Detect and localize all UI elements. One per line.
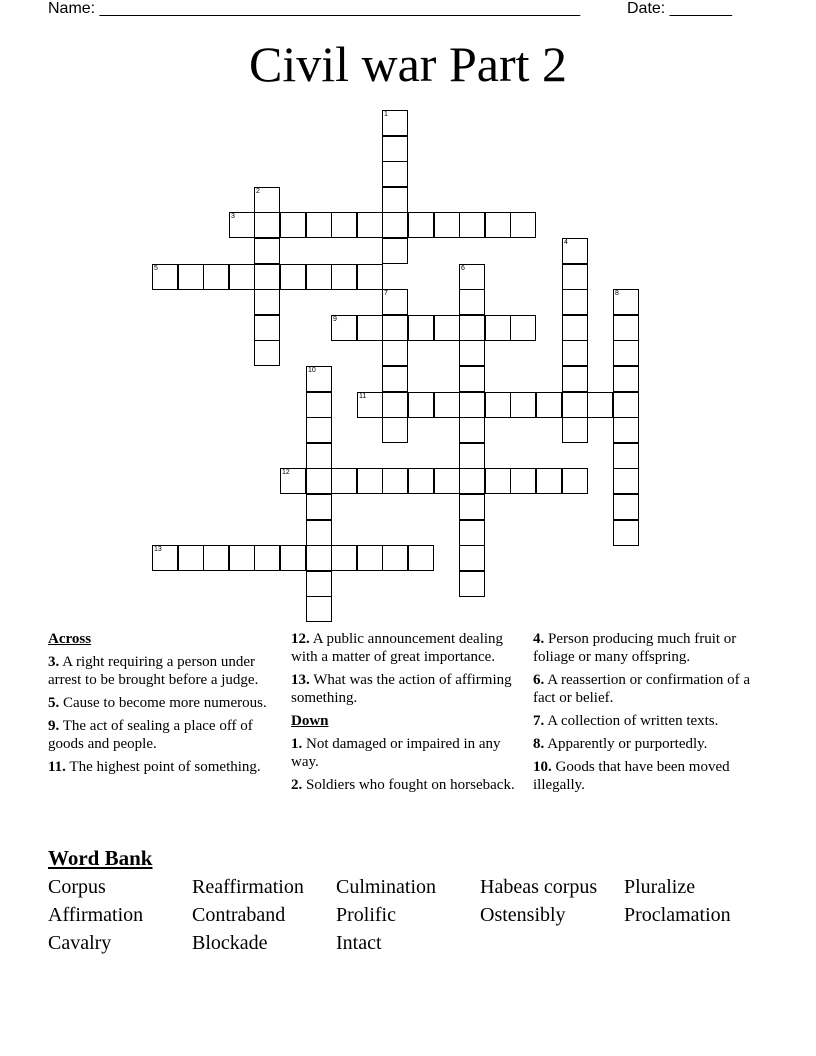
clue-number: 13 [154, 546, 162, 553]
word-bank-item: Cavalry [48, 932, 112, 954]
crossword-cell[interactable] [306, 571, 332, 597]
crossword-cell[interactable] [408, 392, 434, 418]
crossword-cell[interactable] [485, 212, 511, 238]
crossword-cell[interactable] [331, 468, 357, 494]
crossword-cell[interactable] [254, 187, 280, 213]
crossword-cell[interactable] [613, 520, 639, 546]
crossword-cell[interactable] [331, 212, 357, 238]
crossword-cell[interactable] [357, 392, 383, 418]
crossword-cell[interactable] [382, 392, 408, 418]
crossword-cell[interactable] [178, 264, 204, 290]
crossword-cell[interactable] [280, 545, 306, 571]
crossword-cell[interactable] [306, 468, 332, 494]
crossword-cell[interactable] [306, 366, 332, 392]
word-bank-item: Contraband [192, 904, 286, 926]
clue-number: 4 [564, 239, 568, 246]
crossword-cell[interactable] [459, 392, 485, 418]
crossword-cell[interactable] [152, 264, 178, 290]
word-bank-item: Culmination [336, 876, 436, 898]
crossword-cell[interactable] [459, 520, 485, 546]
crossword-cell[interactable] [434, 392, 460, 418]
word-bank-item: Prolific [336, 904, 396, 926]
clue-number: 6 [461, 265, 465, 272]
crossword-cell[interactable] [562, 315, 588, 341]
crossword-cell[interactable] [562, 340, 588, 366]
crossword-cell[interactable] [613, 468, 639, 494]
crossword-cell[interactable] [357, 468, 383, 494]
crossword-cell[interactable] [613, 315, 639, 341]
crossword-cell[interactable] [536, 392, 562, 418]
clue-across-5: 5. Cause to become more numerous. [48, 695, 267, 711]
crossword-cell[interactable] [459, 340, 485, 366]
crossword-cell[interactable] [229, 545, 255, 571]
crossword-cell[interactable] [459, 545, 485, 571]
word-bank-item: Ostensibly [480, 904, 566, 926]
crossword-cell[interactable] [434, 468, 460, 494]
crossword-cell[interactable] [254, 289, 280, 315]
crossword-cell[interactable] [459, 212, 485, 238]
date-field-label[interactable]: Date: _______ [627, 0, 732, 17]
crossword-cell[interactable] [306, 520, 332, 546]
crossword-cell[interactable] [562, 366, 588, 392]
word-bank-item: Blockade [192, 932, 268, 954]
crossword-cell[interactable] [382, 366, 408, 392]
clue-number: 1 [384, 111, 388, 118]
crossword-cell[interactable] [280, 468, 306, 494]
crossword-cell[interactable] [459, 315, 485, 341]
clue-down-10: 10. Goods that have been moved illegally. [533, 759, 730, 793]
crossword-cell[interactable] [408, 212, 434, 238]
word-bank-item: Intact [336, 932, 382, 954]
clue-number: 10 [308, 367, 316, 374]
crossword-cell[interactable] [382, 238, 408, 264]
name-field-label[interactable]: Name: ______________________________________________________ [48, 0, 581, 17]
word-bank-item: Habeas corpus [480, 876, 598, 898]
clue-number: 11 [359, 393, 367, 400]
crossword-cell[interactable] [357, 315, 383, 341]
crossword-cell[interactable] [229, 212, 255, 238]
crossword-cell[interactable] [306, 212, 332, 238]
word-bank-item: Proclamation [624, 904, 731, 926]
crossword-cell[interactable] [382, 110, 408, 136]
clue-across-11: 11. The highest point of something. [48, 759, 261, 775]
crossword-cell[interactable] [434, 315, 460, 341]
clue-number: 5 [154, 265, 158, 272]
clue-across-9: 9. The act of sealing a place off of goods and people. [48, 718, 253, 752]
crossword-cell[interactable] [459, 443, 485, 469]
clue-number: 3 [231, 213, 235, 220]
crossword-cell[interactable] [536, 468, 562, 494]
clue-number: 2 [256, 188, 260, 195]
crossword-cell[interactable] [382, 545, 408, 571]
crossword-cell[interactable] [280, 212, 306, 238]
crossword-cell[interactable] [203, 545, 229, 571]
crossword-cell[interactable] [254, 545, 280, 571]
crossword-cell[interactable] [459, 494, 485, 520]
crossword-cell[interactable] [229, 264, 255, 290]
crossword-cell[interactable] [587, 392, 613, 418]
crossword-cell[interactable] [382, 340, 408, 366]
crossword-cell[interactable] [613, 392, 639, 418]
crossword-cell[interactable] [613, 443, 639, 469]
crossword-cell[interactable] [562, 264, 588, 290]
crossword-cell[interactable] [408, 315, 434, 341]
crossword-cell[interactable] [331, 545, 357, 571]
crossword-cell[interactable] [485, 315, 511, 341]
crossword-cell[interactable] [280, 264, 306, 290]
crossword-cell[interactable] [306, 545, 332, 571]
clues-column-2 [291, 630, 515, 799]
crossword-cell[interactable] [613, 366, 639, 392]
crossword-cell[interactable] [254, 264, 280, 290]
clue-number: 9 [333, 316, 337, 323]
crossword-cell[interactable] [510, 315, 536, 341]
crossword-cell[interactable] [382, 417, 408, 443]
crossword-cell[interactable] [306, 264, 332, 290]
crossword-cell[interactable] [382, 161, 408, 187]
across-heading: Across [48, 631, 92, 647]
crossword-cell[interactable] [485, 468, 511, 494]
crossword-cell[interactable] [254, 238, 280, 264]
crossword-cell[interactable] [306, 596, 332, 622]
crossword-cell[interactable] [408, 468, 434, 494]
crossword-cell[interactable] [178, 545, 204, 571]
crossword-cell[interactable] [613, 417, 639, 443]
word-bank-item: Reaffirmation [192, 876, 304, 898]
down-heading: Down [291, 713, 329, 729]
clue-across-3: 3. A right requiring a person under arrest to be brought before a judge. [48, 654, 259, 688]
crossword-cell[interactable] [382, 468, 408, 494]
clue-down-4: 4. Person producing much fruit or foliage or many offspring. [533, 631, 737, 665]
clue-number: 7 [384, 290, 388, 297]
crossword-cell[interactable] [459, 264, 485, 290]
crossword-cell[interactable] [331, 315, 357, 341]
crossword-cell[interactable] [510, 212, 536, 238]
crossword-cell[interactable] [434, 212, 460, 238]
crossword-cell[interactable] [459, 417, 485, 443]
crossword-cell[interactable] [562, 468, 588, 494]
clue-number: 12 [282, 469, 290, 476]
crossword-cell[interactable] [382, 136, 408, 162]
crossword-cell[interactable] [203, 264, 229, 290]
clue-down-8: 8. Apparently or purportedly. [533, 736, 708, 752]
word-bank-heading: Word Bank [48, 846, 153, 870]
clue-down-1: 1. Not damaged or impaired in any way. [291, 736, 501, 770]
crossword-cell[interactable] [459, 366, 485, 392]
crossword-cell[interactable] [613, 289, 639, 315]
clues-column-1 [48, 630, 272, 781]
word-bank-item: Pluralize [624, 876, 696, 898]
clues-column-3 [533, 630, 757, 799]
crossword-cell[interactable] [562, 392, 588, 418]
crossword-cell[interactable] [331, 264, 357, 290]
clue-number: 8 [615, 290, 619, 297]
clue-down-7: 7. A collection of written texts. [533, 713, 719, 729]
crossword-cell[interactable] [562, 289, 588, 315]
crossword-cell[interactable] [613, 340, 639, 366]
crossword-cell[interactable] [459, 468, 485, 494]
clue-down-6: 6. A reassertion or confirmation of a fact or belief. [533, 672, 751, 706]
word-bank-item: Corpus [48, 876, 106, 898]
crossword-cell[interactable] [254, 212, 280, 238]
page-title: Civil war Part 2 [248, 36, 568, 92]
crossword-cell[interactable] [485, 392, 511, 418]
crossword-cell[interactable] [459, 571, 485, 597]
clue-down-2: 2. Soldiers who fought on horseback. [291, 777, 515, 793]
crossword-cell[interactable] [382, 315, 408, 341]
crossword-cell[interactable] [306, 417, 332, 443]
crossword-cell[interactable] [408, 545, 434, 571]
word-bank-item: Affirmation [48, 904, 144, 926]
crossword-cell[interactable] [510, 392, 536, 418]
crossword-cell[interactable] [357, 264, 383, 290]
crossword-cell[interactable] [306, 392, 332, 418]
crossword-cell[interactable] [510, 468, 536, 494]
clue-across-12: 12. A public announcement dealing with a matter of great importance. [291, 631, 504, 665]
crossword-cell[interactable] [254, 315, 280, 341]
crossword-cell[interactable] [152, 545, 178, 571]
crossword-cell[interactable] [306, 494, 332, 520]
crossword-cell[interactable] [562, 238, 588, 264]
crossword-cell[interactable] [382, 187, 408, 213]
crossword-cell[interactable] [382, 289, 408, 315]
crossword-cell[interactable] [562, 417, 588, 443]
crossword-cell[interactable] [306, 443, 332, 469]
crossword-cell[interactable] [357, 545, 383, 571]
crossword-cell[interactable] [254, 340, 280, 366]
crossword-cell[interactable] [382, 212, 408, 238]
crossword-cell[interactable] [357, 212, 383, 238]
crossword-cell[interactable] [459, 289, 485, 315]
clue-across-13: 13. What was the action of affirming something. [291, 672, 512, 706]
crossword-cell[interactable] [613, 494, 639, 520]
